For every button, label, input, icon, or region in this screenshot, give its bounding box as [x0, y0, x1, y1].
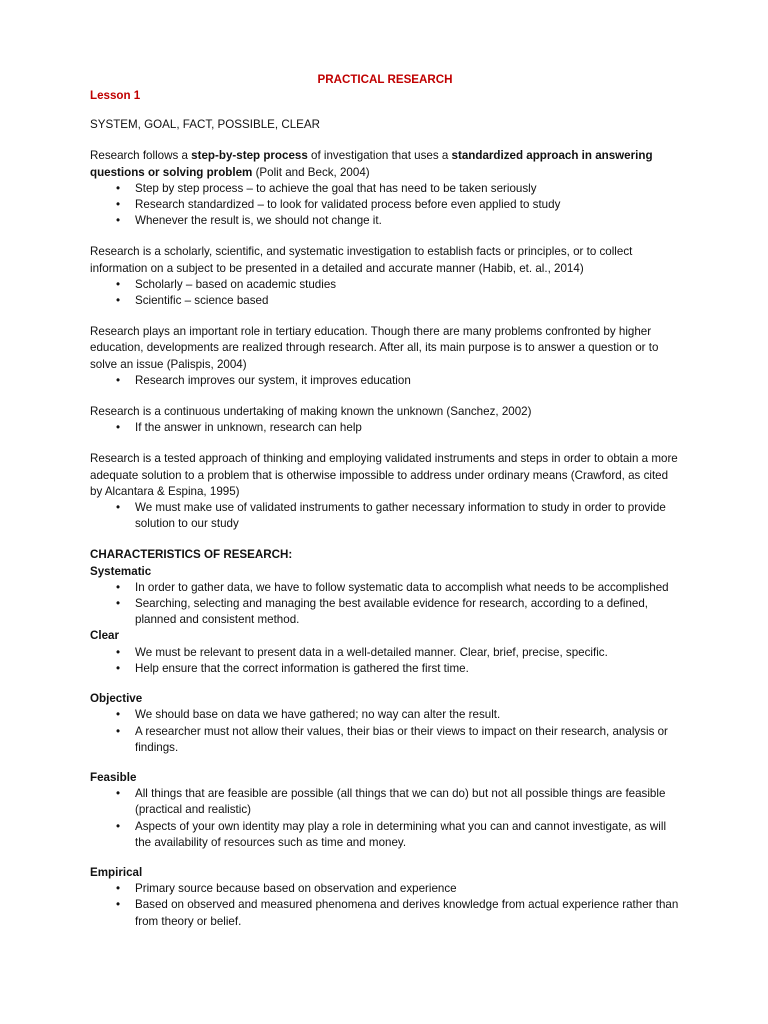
list-item: • We must be relevant to present data in a well-detailed manner. Clear, brief, precise, specific. [90, 645, 680, 661]
lesson-label: Lesson 1 [90, 89, 141, 102]
definition-2: Research is a scholarly, scientific, and systematic investigation to establish facts or principles, or to collect information on a subject to be presented in a detailed and accurate manner (Habib, et. al., 2014) [90, 245, 633, 275]
definition-1-bullets [90, 181, 680, 230]
feasible-bullets [90, 786, 680, 851]
objective-bullets [90, 707, 680, 756]
list-item: • Based on observed and measured phenomena and derives knowledge from actual experience rather than from theory or belief. [90, 897, 680, 929]
definition-3: Research plays an important role in tertiary education. Though there are many problems confronted by higher education, developments are realized through research. After all, its main purpose is to answer a question or to solve an issue (Palispis, 2004) [90, 325, 659, 371]
list-item: • A researcher must not allow their values, their bias or their views to impact on their research, analysis or findings. [90, 724, 680, 756]
list-item: • If the answer in unknown, research can help [90, 420, 680, 436]
feasible-heading: Feasible [90, 770, 137, 784]
definition-3-bullets [90, 373, 680, 389]
bold-phrase: step-by-step process [191, 149, 308, 163]
characteristics-heading: CHARACTERISTICS OF RESEARCH: [90, 548, 293, 562]
clear-bullets [90, 645, 680, 677]
list-item: • Primary source because based on observation and experience [90, 881, 680, 897]
list-item: • Scientific – science based [90, 293, 680, 309]
definition-4: Research is a continuous undertaking of making known the unknown (Sanchez, 2002) [90, 405, 532, 419]
list-item: • Whenever the result is, we should not change it. [90, 213, 680, 229]
systematic-heading: Systematic [90, 564, 152, 578]
keywords-line: SYSTEM, GOAL, FACT, POSSIBLE, CLEAR [90, 118, 321, 132]
list-item: • Step by step process – to achieve the goal that has need to be taken seriously [90, 181, 680, 197]
definition-1: Research follows a step-by-step process of investigation that uses a standardized approach in answering questions or solving problem (Polit and Beck, 2004) [90, 149, 653, 179]
systematic-bullets [90, 580, 680, 629]
list-item: • We should base on data we have gathered; no way can alter the result. [90, 707, 680, 723]
definition-2-bullets [90, 277, 680, 309]
definition-5-bullets [90, 500, 680, 532]
list-item: • All things that are feasible are possible (all things that we can do) but not all possible things are feasible (practical and realistic) [90, 786, 680, 818]
list-item: • Aspects of your own identity may play a role in determining what you can and cannot investigate, as will the availability of resources such as time and money. [90, 819, 680, 851]
definition-4-bullets [90, 420, 680, 436]
list-item: • Scholarly – based on academic studies [90, 277, 680, 293]
objective-heading: Objective [90, 692, 143, 706]
list-item: • Research improves our system, it improves education [90, 373, 680, 389]
clear-heading: Clear [90, 629, 120, 643]
list-item: • Help ensure that the correct information is gathered the first time. [90, 661, 680, 677]
list-item: • Searching, selecting and managing the best available evidence for research, according to a defined, planned and consistent method. [90, 596, 680, 628]
bold-phrase: standardized approach in answering questions or solving problem [90, 149, 653, 179]
document-title: PRACTICAL RESEARCH [317, 73, 453, 86]
list-item: • Research standardized – to look for validated process before even applied to study [90, 197, 680, 213]
list-item: • We must make use of validated instruments to gather necessary information to study in order to provide solution to our study [90, 500, 680, 532]
definition-5: Research is a tested approach of thinking and employing validated instruments and steps in order to obtain a more adequate solution to a problem that is otherwise impossible to address under ordinary means (Crawford, as cited by Alcantara & Espina, 1995) [90, 452, 678, 498]
empirical-bullets [90, 881, 680, 930]
empirical-heading: Empirical [90, 865, 143, 879]
list-item: • In order to gather data, we have to follow systematic data to accomplish what needs to be accomplished [90, 580, 680, 596]
